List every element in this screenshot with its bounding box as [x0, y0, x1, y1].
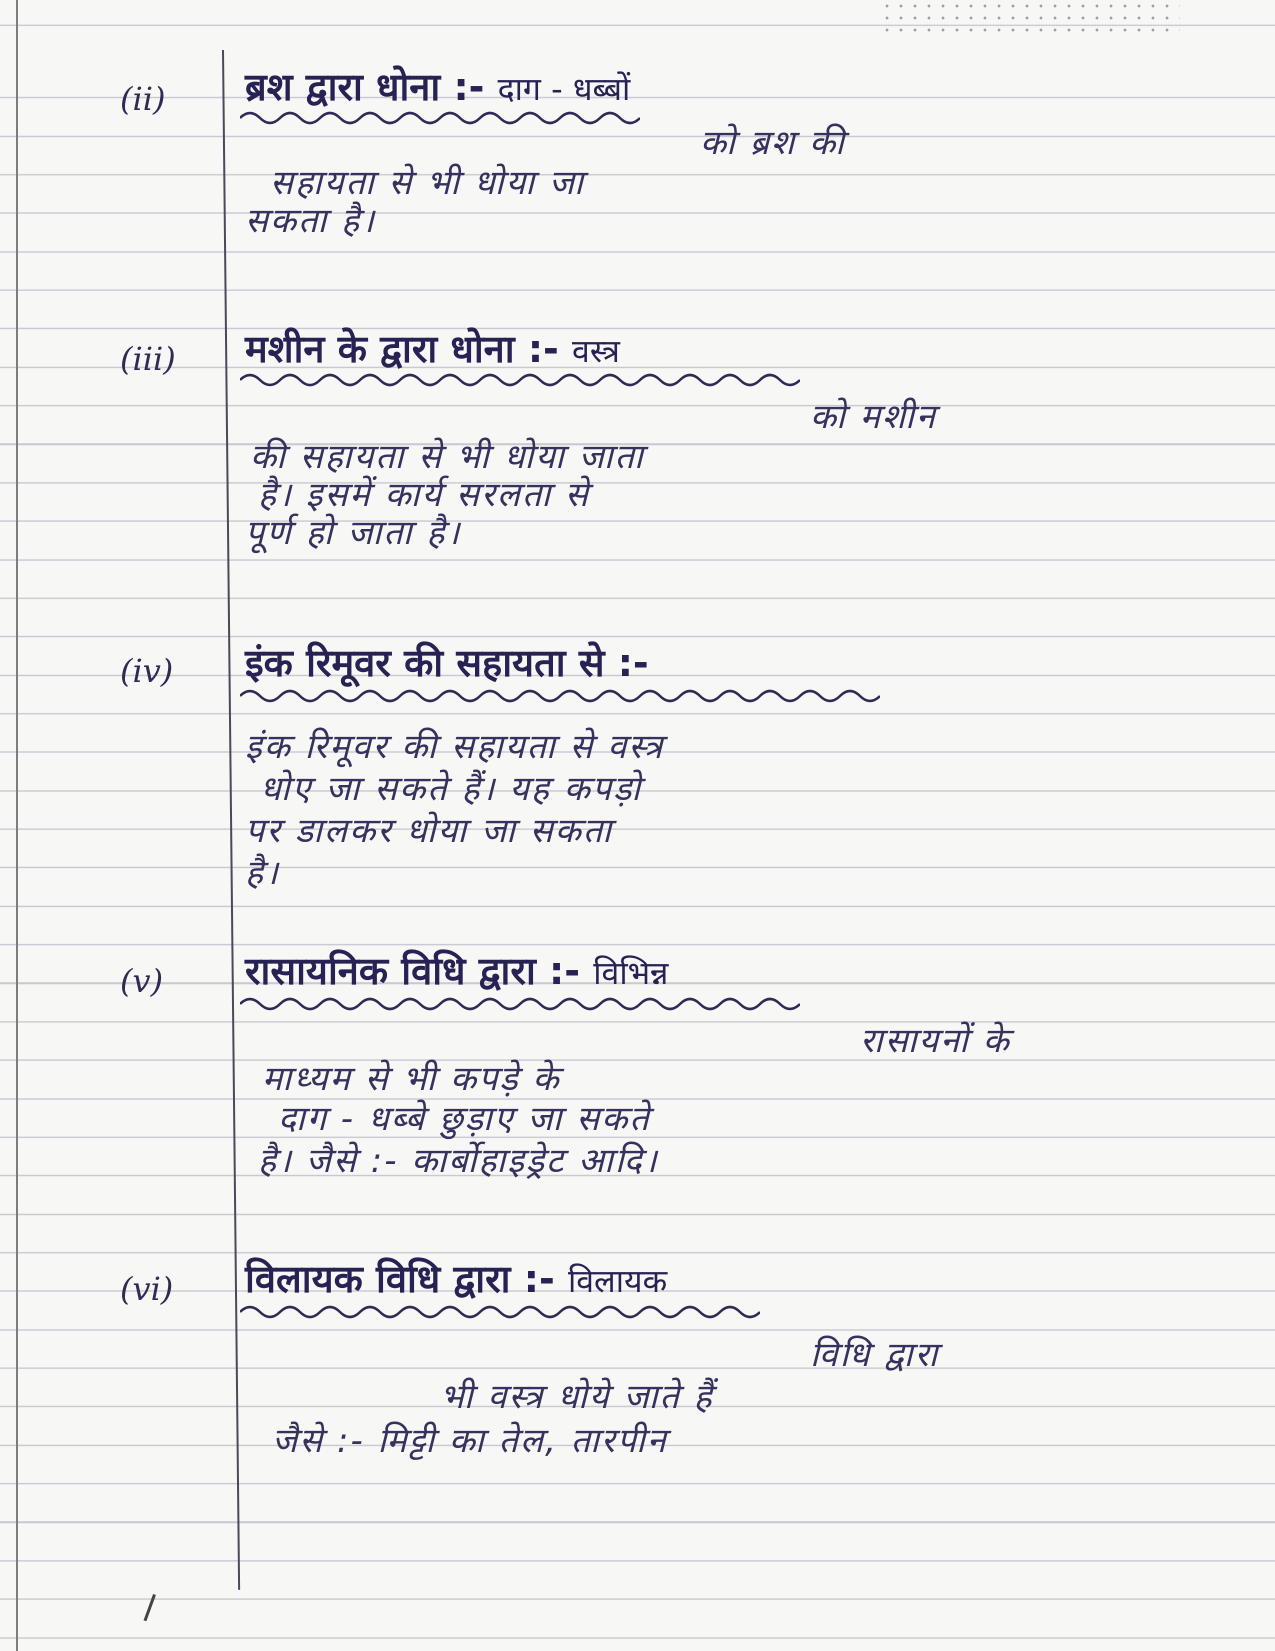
section-heading	[245, 1252, 667, 1304]
body-line: माध्यम से भी कपड़े के	[262, 1059, 561, 1099]
body-line: पर डालकर धोया जा सकता	[245, 811, 614, 851]
punch-hole-dots	[880, 0, 1180, 36]
heading-underline	[240, 108, 640, 128]
section-number: (v)	[120, 962, 164, 1000]
pen-mark	[144, 1594, 164, 1624]
body-line: विधि द्वारा	[810, 1335, 940, 1375]
body-line: जैसे :- मिट्टी का तेल, तारपीन	[272, 1421, 668, 1461]
section-heading-tail: विलायक	[567, 1262, 668, 1300]
body-line: इंक रिमूवर की सहायता से वस्त्र	[245, 727, 665, 767]
heading-underline	[240, 370, 800, 390]
body-line: पूर्ण हो जाता है।	[245, 513, 462, 553]
section-heading-tail: दाग - धब्बों	[497, 70, 631, 108]
section-heading	[245, 322, 620, 374]
heading-underline	[240, 1302, 760, 1322]
body-line: दाग - धब्बे छुड़ाए जा सकते	[278, 1099, 651, 1139]
section-number: (iv)	[120, 652, 174, 690]
body-line: को ब्रश की	[700, 123, 846, 163]
body-line: सहायता से भी धोया जा	[270, 163, 585, 203]
section-heading	[245, 636, 649, 688]
body-line: धोए जा सकते हैं। यह कपड़ो	[260, 769, 643, 809]
margin-line	[222, 50, 240, 1590]
section-heading-text: मशीन के द्वारा धोना :-	[245, 327, 559, 371]
section-heading-text: विलायक विधि द्वारा :-	[245, 1257, 555, 1301]
section-number: (vi)	[120, 1270, 174, 1308]
section-number: (iii)	[120, 340, 176, 378]
body-line: रासायनों के	[860, 1021, 1011, 1061]
section-heading-text: इंक रिमूवर की सहायता से :-	[245, 641, 649, 685]
page-left-edge	[16, 0, 18, 1651]
section-number: (ii)	[120, 80, 166, 118]
section-heading-text: रासायनिक विधि द्वारा :-	[245, 949, 580, 993]
body-line: है। इसमें कार्य सरलता से	[258, 475, 590, 515]
section-heading-tail: विभिन्न	[593, 954, 669, 992]
body-line: है। जैसे :- कार्बोहाइड्रेट आदि।	[258, 1141, 659, 1181]
body-line: है।	[245, 853, 280, 893]
section-heading	[245, 60, 630, 112]
body-line: को मशीन	[810, 397, 937, 437]
heading-underline	[240, 686, 880, 706]
body-line: भी वस्त्र धोये जाते हैं	[440, 1377, 714, 1417]
body-line: सकता है।	[245, 201, 377, 241]
heading-underline	[240, 994, 800, 1014]
section-heading-tail: वस्त्र	[572, 332, 620, 370]
section-heading-text: ब्रश द्वारा धोना :-	[245, 65, 485, 109]
section-heading	[245, 944, 668, 996]
body-line: की सहायता से भी धोया जाता	[250, 437, 645, 477]
